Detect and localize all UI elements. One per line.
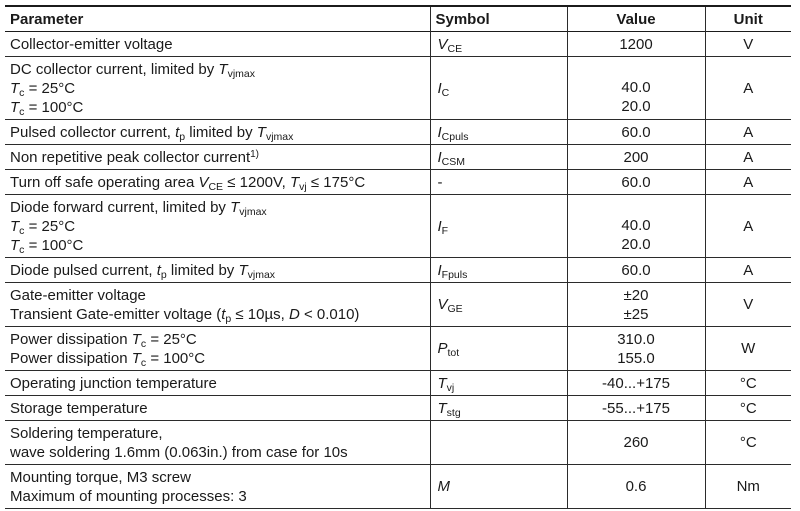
unit-cell: Nm bbox=[705, 465, 791, 509]
symbol-cell: $I_C$ bbox=[430, 57, 567, 120]
table-header-row bbox=[5, 6, 791, 32]
unit-cell: A bbox=[705, 170, 791, 195]
parameter-line: Mounting torque, M3 screw bbox=[10, 468, 191, 486]
table-row bbox=[5, 32, 791, 57]
value-cell bbox=[567, 57, 705, 120]
symbol-cell: $V_{CE}$ bbox=[430, 32, 567, 57]
symbol-cell: $I_{Fpuls}$ bbox=[430, 258, 567, 283]
parameter-cell bbox=[5, 120, 430, 145]
parameter-cell bbox=[5, 258, 430, 283]
parameter-cell bbox=[5, 145, 430, 170]
symbol-cell: $P_{tot}$ bbox=[430, 327, 567, 371]
symbol-cell: $V_{GE}$ bbox=[430, 283, 567, 327]
unit-cell: A bbox=[705, 57, 791, 120]
unit-cell: °C bbox=[705, 396, 791, 421]
unit-cell: W bbox=[705, 327, 791, 371]
parameter-line: Maximum of mounting processes: 3 bbox=[10, 487, 247, 505]
parameter-line: Storage temperature bbox=[10, 399, 148, 417]
value-cell bbox=[567, 145, 705, 170]
value-cell bbox=[567, 32, 705, 57]
value-cell bbox=[567, 327, 705, 371]
parameter-line: $T_c = 100^\circ C$ bbox=[10, 98, 84, 118]
parameter-line: Gate-emitter voltage bbox=[10, 286, 146, 304]
symbol-cell: $T_{stg}$ bbox=[430, 396, 567, 421]
parameter-cell bbox=[5, 421, 430, 465]
table-row bbox=[5, 145, 791, 170]
parameter-cell bbox=[5, 283, 430, 327]
value-line: 60.0 bbox=[621, 123, 651, 141]
symbol-cell: M bbox=[430, 465, 567, 509]
column-header-parameter: Parameter bbox=[10, 10, 84, 28]
table-row bbox=[5, 465, 791, 509]
parameter-line: Operating junction temperature bbox=[10, 374, 217, 392]
parameter-line: Power dissipation $T_c = 100^\circ C$ bbox=[10, 349, 206, 369]
value-line: ±20 bbox=[623, 286, 649, 304]
column-header-symbol: Symbol bbox=[430, 6, 567, 32]
unit-cell: A bbox=[705, 258, 791, 283]
symbol-cell: $I_{Cpuls}$ bbox=[430, 120, 567, 145]
parameter-cell bbox=[5, 32, 430, 57]
max-ratings-table bbox=[5, 5, 791, 509]
value-cell bbox=[567, 120, 705, 145]
parameter-line: $T_c = 100^\circ C$ bbox=[10, 236, 84, 256]
table-row bbox=[5, 371, 791, 396]
unit-cell: V bbox=[705, 32, 791, 57]
value-line: 40.0 bbox=[621, 217, 651, 234]
value-line: 1200 bbox=[619, 35, 653, 53]
parameter-line: Collector-emitter voltage bbox=[10, 35, 173, 53]
parameter-line: $T_c = 25^\circ C$ bbox=[10, 217, 76, 237]
parameter-cell bbox=[5, 170, 430, 195]
parameter-line: Transient Gate-emitter voltage ($t_p \le 10\mu s$, D < 0.010) bbox=[10, 305, 360, 325]
parameter-line: Non repetitive peak collector current$^{1)}$ bbox=[10, 148, 260, 166]
parameter-line: Pulsed collector current, $t_p$ limited by $T_{vjmax}$ bbox=[10, 123, 294, 143]
table-row bbox=[5, 120, 791, 145]
parameter-line: DC collector current, limited by $T_{vjmax}$ bbox=[10, 60, 255, 80]
value-cell bbox=[567, 170, 705, 195]
value-line: 310.0 bbox=[617, 330, 655, 348]
symbol-cell: - bbox=[430, 170, 567, 195]
value-cell bbox=[567, 396, 705, 421]
value-line: 20.0 bbox=[621, 236, 651, 253]
symbol-cell: $T_{vj}$ bbox=[430, 371, 567, 396]
parameter-line: Power dissipation $T_c = 25^\circ C$ bbox=[10, 330, 197, 350]
table-row bbox=[5, 57, 791, 120]
parameter-cell bbox=[5, 195, 430, 258]
value-line: 200 bbox=[623, 148, 649, 166]
value-line: 60.0 bbox=[621, 173, 651, 191]
table-body bbox=[5, 32, 791, 509]
parameter-cell bbox=[5, 396, 430, 421]
table-row bbox=[5, 170, 791, 195]
value-cell bbox=[567, 371, 705, 396]
parameter-cell bbox=[5, 371, 430, 396]
value-line: -55...+175 bbox=[602, 399, 670, 417]
symbol-cell: $I_F$ bbox=[430, 195, 567, 258]
value-cell bbox=[567, 195, 705, 258]
table-row bbox=[5, 195, 791, 258]
parameter-line: Soldering temperature, bbox=[10, 424, 163, 442]
value-line: 60.0 bbox=[621, 261, 651, 279]
table-row bbox=[5, 396, 791, 421]
value-cell bbox=[567, 421, 705, 465]
unit-cell: °C bbox=[705, 371, 791, 396]
unit-cell: A bbox=[705, 195, 791, 258]
symbol-cell: $I_{CSM}$ bbox=[430, 145, 567, 170]
table-row bbox=[5, 258, 791, 283]
unit-cell: V bbox=[705, 283, 791, 327]
unit-cell: A bbox=[705, 145, 791, 170]
parameter-line: Turn off safe operating area $V_{CE} \le 1200V$, $T_{vj} \le 175^\circ C$ bbox=[10, 173, 366, 193]
value-cell bbox=[567, 258, 705, 283]
parameter-line: wave soldering 1.6mm (0.063in.) from case for 10s bbox=[10, 443, 348, 461]
symbol-cell bbox=[430, 421, 567, 465]
value-cell bbox=[567, 465, 705, 509]
column-header-unit: Unit bbox=[705, 6, 791, 32]
value-line: 155.0 bbox=[617, 349, 655, 367]
parameter-line: Diode forward current, limited by $T_{vjmax}$ bbox=[10, 198, 267, 218]
parameter-line: Diode pulsed current, $t_p$ limited by $T_{vjmax}$ bbox=[10, 261, 276, 281]
value-cell bbox=[567, 283, 705, 327]
value-line: ±25 bbox=[623, 305, 649, 323]
parameter-cell bbox=[5, 465, 430, 509]
value-line: 40.0 bbox=[621, 79, 651, 96]
table-row bbox=[5, 421, 791, 465]
parameter-line: $T_c = 25^\circ C$ bbox=[10, 79, 76, 99]
table-row bbox=[5, 283, 791, 327]
value-line: 20.0 bbox=[621, 98, 651, 115]
unit-cell: °C bbox=[705, 421, 791, 465]
parameter-cell bbox=[5, 57, 430, 120]
value-line: 260 bbox=[623, 434, 649, 451]
value-line: 0.6 bbox=[625, 478, 647, 495]
column-header-value: Value bbox=[567, 6, 705, 32]
parameter-cell bbox=[5, 327, 430, 371]
table-row bbox=[5, 327, 791, 371]
unit-cell: A bbox=[705, 120, 791, 145]
value-line: -40...+175 bbox=[602, 374, 670, 392]
